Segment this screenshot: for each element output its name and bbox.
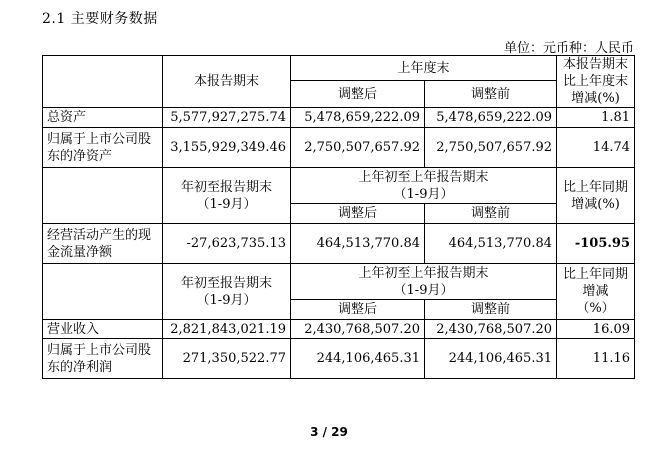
header-prev-ytd [291, 168, 557, 204]
header-before-adjustment: 调整前 [425, 204, 557, 224]
header-prev-year-end: 上年度末 [291, 56, 557, 81]
header-ytd-line: 年初至报告期末 [180, 275, 272, 291]
row-label-line: 东的净资产 [47, 148, 113, 164]
section-title: 2.1 主要财务数据 [42, 11, 158, 27]
header-prev-ytd-line: （1-9月） [393, 282, 454, 298]
table-row [43, 108, 635, 128]
row-label-line: 东的净利润 [47, 359, 113, 375]
value-before: 464,513,770.84 [425, 224, 557, 264]
value-adjusted: 464,513,770.84 [291, 224, 425, 264]
value-change: 14.74 [557, 128, 635, 168]
value-before: 2,750,507,657.92 [425, 128, 557, 168]
header-ytd-line: （1-9月） [196, 196, 257, 212]
row-label-line: 经营活动产生的现 [47, 227, 152, 243]
header-ytd [163, 264, 291, 320]
header-label-cell [43, 56, 163, 108]
table-row [43, 320, 635, 339]
header-prev-ytd [291, 264, 557, 300]
value-current: 2,821,843,021.19 [163, 320, 291, 339]
table-row [43, 339, 635, 379]
value-current: -27,623,735.13 [163, 224, 291, 264]
header-prev-ytd-line: （1-9月） [393, 186, 454, 202]
value-change: -105.95 [557, 224, 635, 264]
header-ytd-line: （1-9月） [196, 292, 257, 308]
header-adjusted: 调整后 [291, 204, 425, 224]
header-change-line: （%） [576, 301, 615, 316]
header-change-yoy [557, 168, 635, 224]
value-before: 244,106,465.31 [425, 339, 557, 379]
value-change: 16.09 [557, 320, 635, 339]
row-label [43, 224, 163, 264]
header-before-adjustment: 调整前 [425, 81, 557, 108]
table-row [43, 224, 635, 264]
row-label: 总资产 [43, 108, 163, 128]
header-ytd-line: 年初至报告期末 [180, 179, 272, 195]
header-change-vs-year-end [557, 56, 635, 108]
value-change: 11.16 [557, 339, 635, 379]
header-label-cell [43, 168, 163, 224]
row-label-line: 金流量净额 [47, 244, 113, 260]
financial-data-table [42, 55, 635, 379]
value-adjusted: 244,106,465.31 [291, 339, 425, 379]
header-change-line: 比上年同期 [563, 179, 629, 195]
header-before-adjustment: 调整前 [425, 300, 557, 320]
header-adjusted: 调整后 [291, 81, 425, 108]
value-current: 3,155,929,349.46 [163, 128, 291, 168]
header-change-line: 增减 [582, 284, 609, 299]
header-current-period-end: 本报告期末 [163, 56, 291, 108]
row-label [43, 339, 163, 379]
header-change-line: 比上年同期 [563, 267, 629, 282]
header-adjusted: 调整后 [291, 300, 425, 320]
page-number: 3 / 29 [310, 425, 348, 439]
header-change-line: 增减(%) [571, 91, 620, 106]
header-change-yoy [557, 264, 635, 320]
header-change-line: 本报告期末 [563, 57, 629, 72]
row-label-line: 归属于上市公司股 [47, 342, 152, 358]
value-adjusted: 5,478,659,222.09 [291, 108, 425, 128]
row-label [43, 128, 163, 168]
value-before: 5,478,659,222.09 [425, 108, 557, 128]
currency-unit-note: 单位：元币种：人民币 [503, 41, 634, 56]
value-change: 1.81 [557, 108, 635, 128]
header-prev-ytd-line: 上年初至上年报告期末 [358, 265, 489, 281]
header-label-cell [43, 264, 163, 320]
header-change-line: 增减(%) [571, 196, 620, 212]
value-current: 5,577,927,275.74 [163, 108, 291, 128]
value-adjusted: 2,430,768,507.20 [291, 320, 425, 339]
table-row [43, 128, 635, 168]
value-before: 2,430,768,507.20 [425, 320, 557, 339]
header-change-line: 比上年度末 [563, 74, 629, 89]
value-adjusted: 2,750,507,657.92 [291, 128, 425, 168]
value-current: 271,350,522.77 [163, 339, 291, 379]
row-label-line: 归属于上市公司股 [47, 131, 152, 147]
row-label: 营业收入 [43, 320, 163, 339]
header-prev-ytd-line: 上年初至上年报告期末 [358, 169, 489, 185]
header-ytd [163, 168, 291, 224]
